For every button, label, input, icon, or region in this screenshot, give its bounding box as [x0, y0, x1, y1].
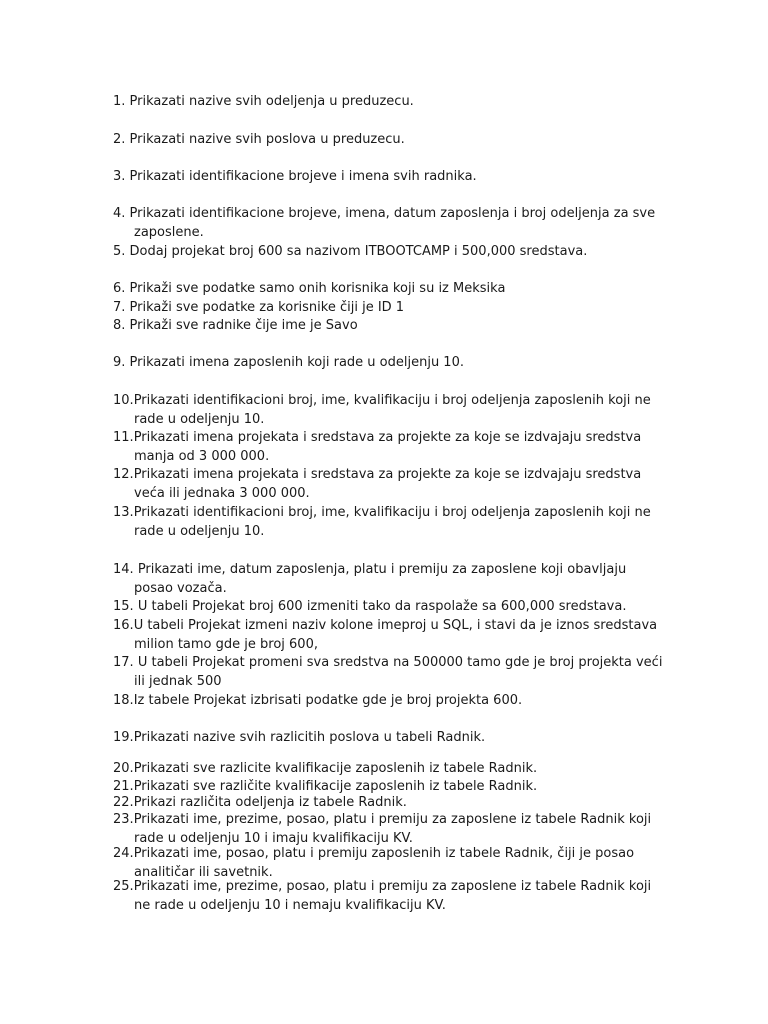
item-number: 13. [113, 505, 134, 520]
item-number: 2. [113, 132, 126, 147]
item-line [113, 168, 693, 187]
item-number: 3. [113, 169, 126, 184]
item-text: Prikazi različita odeljenja iz tabele Radnik. [133, 795, 407, 810]
item-line [113, 729, 693, 748]
item-continuation: milion tamo gde je broj 600, [134, 636, 318, 652]
item-line [113, 794, 693, 813]
item-continuation: posao vozača. [134, 580, 227, 596]
item-text: Prikazati nazive svih poslova u preduzecu. [129, 132, 405, 147]
item-continuation: manja od 3 000 000. [134, 448, 270, 464]
item-text: U tabeli Projekat promeni sva sredstva na 500000 tamo gde je broj projekta veći [133, 655, 663, 670]
item-number: 5. [113, 244, 126, 259]
item-number: 11. [113, 430, 134, 445]
item-number: 20. [113, 761, 134, 776]
item-number: 7. [113, 300, 126, 315]
list-item-4 [113, 205, 693, 242]
list-item-5 [113, 243, 693, 262]
item-text: Prikaži sve podatke za korisnike čiji je ID 1 [129, 300, 405, 315]
item-number: 1. [113, 94, 126, 109]
item-text: Prikazati ime, posao, platu i premiju zaposlenih iz tabele Radnik, čiji je posao [133, 846, 635, 861]
item-line [113, 429, 693, 448]
item-number: 16. [113, 618, 134, 633]
item-number: 21. [113, 779, 134, 794]
item-continuation: rade u odeljenju 10. [134, 523, 265, 539]
list-item-8 [113, 317, 693, 336]
list-item-14 [113, 561, 693, 598]
list-item-6 [113, 280, 693, 299]
list-item-2 [113, 131, 693, 150]
item-text: U tabeli Projekat izmeni naziv kolone imeproj u SQL, i stavi da je iznos sredstava [133, 618, 658, 633]
item-number: 22. [113, 795, 134, 810]
item-number: 8. [113, 318, 126, 333]
list-item-12 [113, 466, 693, 503]
item-number: 4. [113, 206, 126, 221]
item-line [113, 617, 693, 636]
item-line [113, 131, 693, 150]
item-line [113, 299, 693, 318]
item-number: 9. [113, 355, 126, 370]
item-number: 23. [113, 812, 134, 827]
list-item-9 [113, 354, 693, 373]
item-number: 24. [113, 846, 134, 861]
item-line [113, 504, 693, 523]
item-text: Prikazati identifikacione brojeve, imena, datum zaposlenja i broj odeljenja za sve [129, 206, 656, 221]
item-text: Dodaj projekat broj 600 sa nazivom ITBOOTCAMP i 500,000 sredstava. [129, 244, 588, 259]
item-continuation: rade u odeljenju 10 i imaju kvalifikaciju KV. [134, 830, 413, 846]
item-continuation: veća ili jednaka 3 000 000. [134, 485, 310, 501]
list-item-24 [113, 845, 693, 882]
list-item-7 [113, 299, 693, 318]
item-text: Prikazati ime, datum zaposlenja, platu i premiju za zaposlene koji obavljaju [133, 562, 627, 577]
list-item-1 [113, 93, 693, 112]
item-text: Prikazati imena projekata i sredstava za projekte za koje se izdvajaju sredstva [133, 467, 642, 482]
item-text: Prikazati sve razlicite kvalifikacije zaposlenih iz tabele Radnik. [133, 761, 538, 776]
item-line [113, 392, 693, 411]
item-number: 25. [113, 879, 134, 894]
item-text: Prikazati identifikacioni broj, ime, kvalifikaciju i broj odeljenja zaposlenih koji ne [133, 393, 651, 408]
item-text: Prikazati identifikacioni broj, ime, kvalifikaciju i broj odeljenja zaposlenih koji ne [133, 505, 651, 520]
item-line [113, 205, 693, 224]
item-text: Prikaži sve podatke samo onih korisnika koji su iz Meksika [129, 281, 506, 296]
item-line [113, 878, 693, 897]
item-text: Prikazati identifikacione brojeve i imena svih radnika. [129, 169, 477, 184]
item-number: 17. [113, 655, 134, 670]
list-item-3 [113, 168, 693, 187]
list-item-17 [113, 654, 693, 691]
list-item-23 [113, 811, 693, 848]
item-line [113, 692, 693, 711]
list-item-19 [113, 729, 693, 748]
list-item-20 [113, 760, 693, 779]
item-continuation: zaposlene. [134, 224, 204, 240]
list-item-11 [113, 429, 693, 466]
item-number: 6. [113, 281, 126, 296]
item-number: 10. [113, 393, 134, 408]
item-line [113, 760, 693, 779]
item-text: Iz tabele Projekat izbrisati podatke gde je broj projekta 600. [133, 693, 523, 708]
item-line [113, 354, 693, 373]
item-number: 18. [113, 693, 134, 708]
list-item-10 [113, 392, 693, 429]
item-line [113, 598, 693, 617]
item-text: Prikazati imena projekata i sredstava za projekte za koje se izdvajaju sredstva [133, 430, 642, 445]
item-line [113, 466, 693, 485]
item-line [113, 811, 693, 830]
item-text: Prikazati ime, prezime, posao, platu i premiju za zaposlene iz tabele Radnik koji [133, 812, 652, 827]
item-number: 15. [113, 599, 134, 614]
list-item-18 [113, 692, 693, 711]
item-text: Prikazati imena zaposlenih koji rade u odeljenju 10. [129, 355, 464, 370]
item-line [113, 243, 693, 262]
item-text: Prikazati nazive svih razlicitih poslova u tabeli Radnik. [133, 730, 486, 745]
item-line [113, 280, 693, 299]
list-item-22 [113, 794, 693, 813]
item-text: Prikazati nazive svih odeljenja u preduzecu. [129, 94, 414, 109]
item-number: 19. [113, 730, 134, 745]
list-item-15 [113, 598, 693, 617]
list-item-25 [113, 878, 693, 915]
list-item-13 [113, 504, 693, 541]
item-line [113, 317, 693, 336]
item-continuation: rade u odeljenju 10. [134, 411, 265, 427]
item-continuation: ne rade u odeljenju 10 i nemaju kvalifikaciju KV. [134, 897, 446, 913]
item-text: U tabeli Projekat broj 600 izmeniti tako da raspolaže sa 600,000 sredstava. [133, 599, 627, 614]
list-item-16 [113, 617, 693, 654]
item-line [113, 93, 693, 112]
item-text: Prikaži sve radnike čije ime je Savo [129, 318, 358, 333]
item-number: 12. [113, 467, 134, 482]
item-line [113, 654, 693, 673]
item-text: Prikazati ime, prezime, posao, platu i premiju za zaposlene iz tabele Radnik koji [133, 879, 652, 894]
item-continuation: analitičar ili savetnik. [134, 864, 273, 880]
item-number: 14. [113, 562, 134, 577]
item-line [113, 561, 693, 580]
item-text: Prikazati sve različite kvalifikacije zaposlenih iz tabele Radnik. [133, 779, 538, 794]
item-line [113, 845, 693, 864]
item-continuation: ili jednak 500 [134, 673, 222, 689]
